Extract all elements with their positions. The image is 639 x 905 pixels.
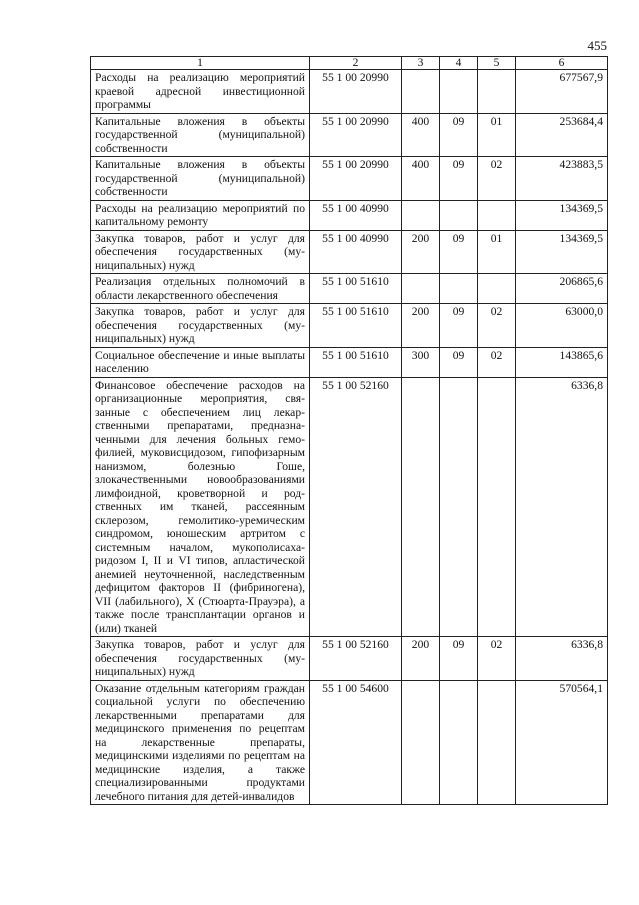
- subsection-code: 02: [478, 347, 516, 377]
- header-row: [91, 57, 608, 70]
- section-code: [440, 680, 478, 805]
- subsection-code: [478, 377, 516, 637]
- section-code: 09: [440, 347, 478, 377]
- expense-type: 200: [402, 230, 440, 274]
- subsection-code: 01: [478, 230, 516, 274]
- section-code: 09: [440, 637, 478, 681]
- subsection-code: [478, 200, 516, 230]
- expense-type: [402, 200, 440, 230]
- table-row: [91, 157, 608, 201]
- amount: 423883,5: [516, 157, 608, 201]
- subsection-code: 02: [478, 637, 516, 681]
- header-cell: 5: [478, 57, 516, 70]
- expense-name: Социальное обеспечение и иные выплаты населению: [91, 347, 310, 377]
- expense-name: Расходы на реализацию мероприятий краевой адресной инвестиционной программы: [91, 70, 310, 114]
- section-code: [440, 274, 478, 304]
- target-code: 55 1 00 20990: [310, 113, 402, 157]
- target-code: 55 1 00 52160: [310, 637, 402, 681]
- expense-name: Закупка товаров, работ и услуг для обеспечения государственных (муниципальных) нужд: [91, 304, 310, 348]
- expense-type: 200: [402, 304, 440, 348]
- amount: 6336,8: [516, 637, 608, 681]
- section-code: [440, 70, 478, 114]
- table-row: [91, 70, 608, 114]
- amount: 206865,6: [516, 274, 608, 304]
- amount: 570564,1: [516, 680, 608, 805]
- target-code: 55 1 00 52160: [310, 377, 402, 637]
- table-row: [91, 680, 608, 805]
- subsection-code: 01: [478, 113, 516, 157]
- expense-name: Закупка товаров, работ и услуг для обеспечения государственных (муниципальных) нужд: [91, 637, 310, 681]
- budget-table: [90, 56, 608, 805]
- table-row: [91, 637, 608, 681]
- amount: 134369,5: [516, 230, 608, 274]
- expense-type: [402, 70, 440, 114]
- target-code: 55 1 00 54600: [310, 680, 402, 805]
- amount: 134369,5: [516, 200, 608, 230]
- header-cell: 6: [516, 57, 608, 70]
- target-code: 55 1 00 51610: [310, 347, 402, 377]
- section-code: 09: [440, 113, 478, 157]
- section-code: 09: [440, 230, 478, 274]
- amount: 143865,6: [516, 347, 608, 377]
- target-code: 55 1 00 40990: [310, 200, 402, 230]
- subsection-code: 02: [478, 304, 516, 348]
- subsection-code: [478, 70, 516, 114]
- amount: 6336,8: [516, 377, 608, 637]
- expense-name: Расходы на реализацию мероприятий по капитальному ремонту: [91, 200, 310, 230]
- table-row: [91, 274, 608, 304]
- target-code: 55 1 00 20990: [310, 157, 402, 201]
- target-code: 55 1 00 51610: [310, 304, 402, 348]
- table-row: [91, 200, 608, 230]
- expense-name: Капитальные вложения в объекты государственной (муниципальной) собственности: [91, 157, 310, 201]
- header-cell: 1: [91, 57, 310, 70]
- target-code: 55 1 00 20990: [310, 70, 402, 114]
- amount: 677567,9: [516, 70, 608, 114]
- section-code: [440, 377, 478, 637]
- expense-type: 300: [402, 347, 440, 377]
- target-code: 55 1 00 51610: [310, 274, 402, 304]
- section-code: [440, 200, 478, 230]
- page-number: 455: [587, 38, 607, 53]
- amount: 253684,4: [516, 113, 608, 157]
- expense-type: 200: [402, 637, 440, 681]
- table-row: [91, 113, 608, 157]
- expense-name: Капитальные вложения в объекты государственной (муниципальной) собственности: [91, 113, 310, 157]
- expense-type: [402, 274, 440, 304]
- expense-name: Финансовое обеспечение расходов на организационные мероприятия, связанные с обеспечением лиц лекарственными препаратами, предназначенными для лечения больных гемофилией, муковисцидозом, гипофизарным нанизмом, болезнью Гоше, злокачественными новообразованиями лимфоидной, кроветворной и родственных им тканей, рассеянным склерозом, гемолитико-уремическим синдромом, юношеским артритом с системным началом, мукополисахаридозом I, II и VI типов, апластической анемией неуточненной, наследственным дефицитом факторов II (фибриногена), VII (лабильного), X (Стюарта-Прауэра), а также после трансплантации органов и (или) тканей: [91, 377, 310, 637]
- amount: 63000,0: [516, 304, 608, 348]
- target-code: 55 1 00 40990: [310, 230, 402, 274]
- expense-name: Закупка товаров, работ и услуг для обеспечения государственных (муниципальных) нужд: [91, 230, 310, 274]
- expense-type: [402, 680, 440, 805]
- table-row: [91, 230, 608, 274]
- expense-type: 400: [402, 113, 440, 157]
- section-code: 09: [440, 157, 478, 201]
- header-cell: 4: [440, 57, 478, 70]
- subsection-code: [478, 274, 516, 304]
- expense-name: Оказание отдельным категориям граждан социальной услуги по обеспечению лекарственными препаратами для медицинского применения по рецептам на лекарственные препараты, медицинскими изделиями по рецептам на медицинские изделия, а также специализированными продуктами лечебного питания для детей-инвалидов: [91, 680, 310, 805]
- expense-name: Реализация отдельных полномочий в области лекарственного обеспечения: [91, 274, 310, 304]
- subsection-code: [478, 680, 516, 805]
- subsection-code: 02: [478, 157, 516, 201]
- section-code: 09: [440, 304, 478, 348]
- expense-type: [402, 377, 440, 637]
- table-row: [91, 347, 608, 377]
- table-row: [91, 377, 608, 637]
- header-cell: 3: [402, 57, 440, 70]
- header-cell: 2: [310, 57, 402, 70]
- table-row: [91, 304, 608, 348]
- expense-type: 400: [402, 157, 440, 201]
